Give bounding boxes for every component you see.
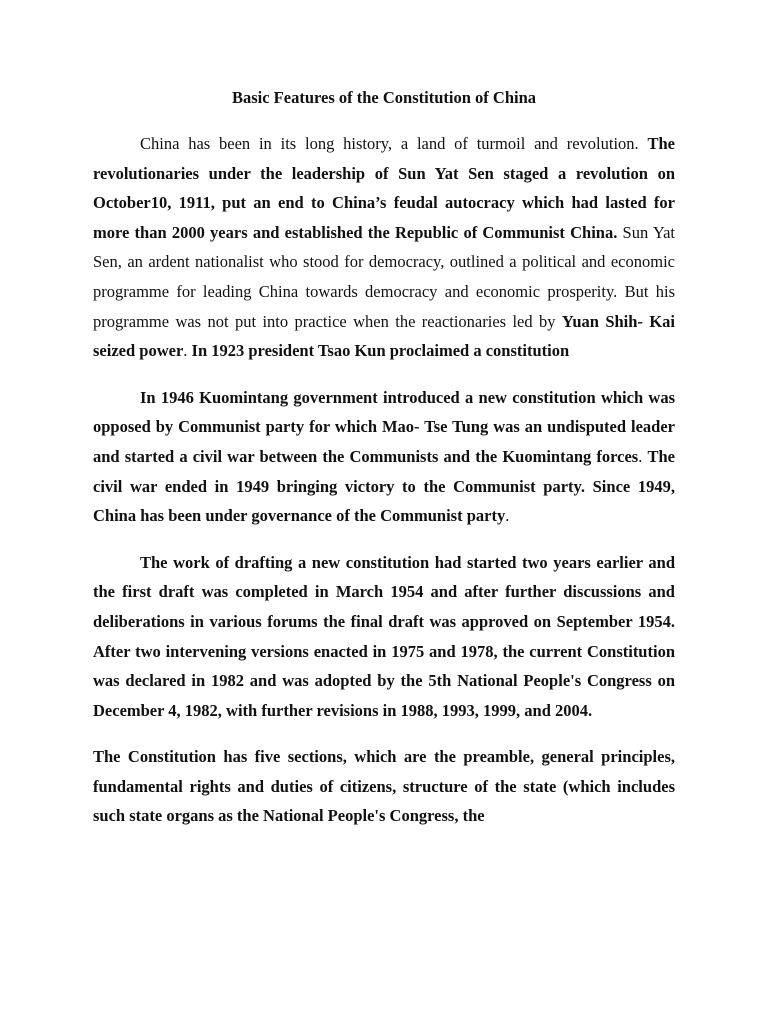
paragraph-2 bbox=[93, 383, 675, 531]
paragraph-1-bold-b: The revolutionaries under the leadership of Sun Yat Sen staged a revolution on October10, 1911, put an end to China’s feudal autocracy which had lasted for more than 2000 years and established the Republic of Communist China. bbox=[93, 134, 675, 242]
paragraph-1-text-a: China has been in its long history, a land of turmoil and revolution. bbox=[140, 134, 648, 153]
paragraph-3-bold: The work of drafting a new constitution had started two years earlier and the first draft was completed in March 1954 and after further discussions and deliberations in various forums the final draft was approved on September 1954. After two intervening versions enacted in 1975 and 1978, the current Constitution was declared in 1982 and was adopted by the 5th National People's Congress on December 4, 1982, with further revisions in 1988, 1993, 1999, and 2004. bbox=[93, 552, 675, 720]
paragraph-1-text-e: . bbox=[183, 341, 192, 361]
paragraph-4 bbox=[93, 742, 675, 831]
paragraph-1-bold-f: In 1923 president Tsao Kun proclaimed a constitution bbox=[191, 341, 570, 361]
paragraph-1 bbox=[93, 129, 675, 366]
paragraph-2-text-d: . bbox=[505, 506, 510, 526]
document-title: Basic Features of the Constitution of China bbox=[231, 88, 537, 107]
paragraph-3 bbox=[93, 548, 675, 726]
paragraph-2-text-b: . bbox=[638, 446, 648, 466]
paragraph-1-bold-d: Yuan Shih- Kai seized power bbox=[93, 311, 675, 361]
document-page bbox=[93, 87, 675, 831]
paragraph-2-bold-a: In 1946 Kuomintang government introduced a new constitution which was opposed by Communist party for which Mao- Tse Tung was an undisputed leader and started a civil war between the Communists and the Kuomintang forces bbox=[93, 387, 675, 466]
paragraph-2-bold-c: The civil war ended in 1949 bringing victory to the Communist party. Since 1949, China has been under governance of the Communist party bbox=[93, 446, 675, 526]
paragraph-1-text-c: Sun Yat Sen, an ardent nationalist who stood for democracy, outlined a political and economic programme for leading China towards democracy and economic prosperity. But his programme was not put into practice when the reactionaries led by bbox=[93, 222, 675, 331]
paragraph-4-bold: The Constitution has five sections, which are the preamble, general principles, fundamental rights and duties of citizens, structure of the state (which includes such state organs as the National People's Congress, the bbox=[93, 747, 675, 826]
